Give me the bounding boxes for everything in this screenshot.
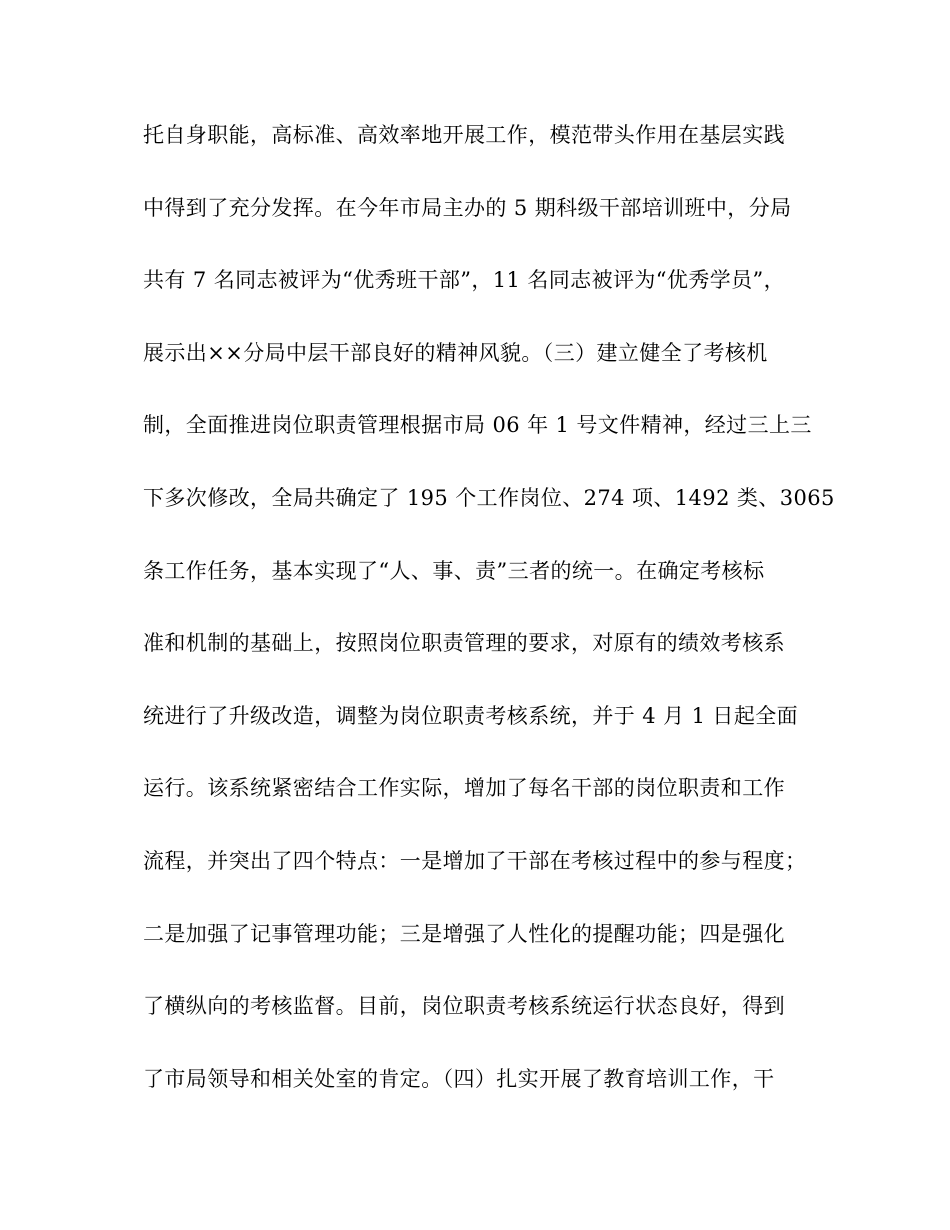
text-line: 共有 7 名同志被评为“优秀班干部”，11 名同志被评为“优秀学员”， <box>143 268 786 293</box>
text-line: 条工作任务，基本实现了“人、事、责”三者的统一。在确定考核标 <box>143 558 765 583</box>
text-line: 二是加强了记事管理功能；三是增强了人性化的提醒功能；四是强化 <box>143 921 785 946</box>
text-line: 统进行了升级改造，调整为岗位职责考核系统，并于 4 月 1 日起全面 <box>143 703 799 728</box>
text-line: 制，全面推进岗位职责管理根据市局 06 年 1 号文件精神，经过三上三 <box>143 413 812 438</box>
text-line: 下多次修改，全局共确定了 195 个工作岗位、274 项、1492 类、3065 <box>143 485 835 510</box>
text-line: 准和机制的基础上，按照岗位职责管理的要求，对原有的绩效考核系 <box>143 631 785 656</box>
body-text <box>143 112 835 1128</box>
text-line: 托自身职能，高标准、高效率地开展工作，模范带头作用在基层实践 <box>143 123 785 147</box>
text-line: 运行。该系统紧密结合工作实际，增加了每名干部的岗位职责和工作 <box>143 776 785 801</box>
text-line: 流程，并突出了四个特点：一是增加了干部在考核过程中的参与程度； <box>143 848 807 873</box>
text-line: 展示出××分局中层干部良好的精神风貌。（三）建立健全了考核机 <box>143 340 768 365</box>
text-line: 中得到了充分发挥。在今年市局主办的 5 期科级干部培训班中，分局 <box>143 195 792 220</box>
text-line: 了横纵向的考核监督。目前，岗位职责考核系统运行状态良好，得到 <box>143 994 785 1019</box>
text-line: 了市局领导和相关处室的肯定。（四）扎实开展了教育培训工作，干 <box>143 1066 775 1091</box>
